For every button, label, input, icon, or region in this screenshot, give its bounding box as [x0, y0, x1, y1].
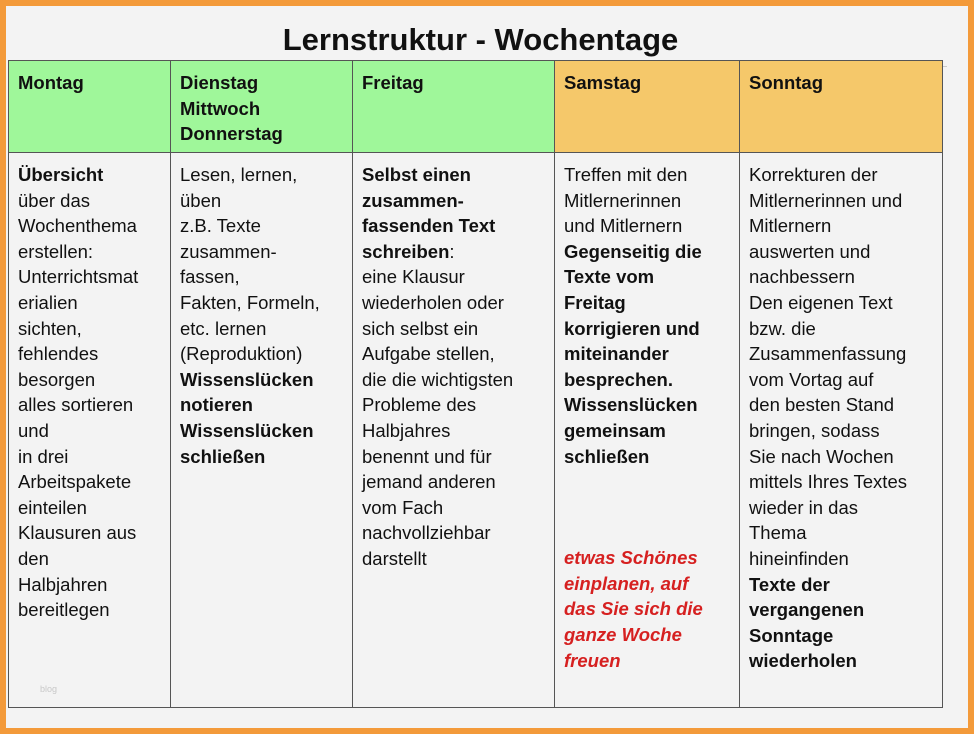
- text-line: bringen, sodass: [749, 419, 880, 441]
- header-samstag-label: Samstag: [564, 72, 642, 93]
- header-samstag: [555, 61, 740, 153]
- cell-samstag: [555, 153, 740, 708]
- text-line: nachbessern: [749, 266, 855, 288]
- text-line: bereitlegen: [18, 599, 110, 621]
- text-line: Halbjahren: [18, 573, 108, 595]
- text-line: Freitag: [564, 291, 626, 313]
- header-row: [9, 61, 943, 153]
- text-line: Halbjahres: [362, 419, 451, 441]
- text-line: Korrekturen der: [749, 164, 878, 185]
- text-line: Fakten, Formeln,: [180, 291, 320, 313]
- header-sonntag: [740, 61, 943, 153]
- text-line: z.B. Texte: [180, 215, 261, 237]
- header-mittwoch-label: Mittwoch: [180, 97, 261, 119]
- text-line: Gegenseitig die: [564, 240, 702, 262]
- text-line: mittels Ihres Textes: [749, 471, 907, 493]
- text-line: die die wichtigsten: [362, 368, 514, 390]
- text-line: Wissenslücken: [180, 419, 314, 441]
- text-line: Sonntage: [749, 624, 834, 646]
- text-line: den besten Stand: [749, 394, 895, 416]
- text-line: Probleme des: [362, 394, 477, 416]
- text-line: fassenden Text: [362, 215, 496, 237]
- text-line: schließen: [564, 445, 650, 467]
- cell-freitag: [353, 153, 555, 708]
- text-line: vom Vortag auf: [749, 368, 874, 390]
- cell-sonntag: [740, 153, 943, 708]
- samstag-bold-text: [564, 239, 730, 469]
- text-line: hineinfinden: [749, 547, 849, 569]
- samstag-red-text: [564, 545, 730, 673]
- text-line: Den eigenen Text: [749, 291, 893, 313]
- text-line: einplanen, auf: [564, 572, 689, 594]
- text-line: Lesen, lernen,: [180, 164, 298, 185]
- header-donnerstag-label: Donnerstag: [180, 123, 283, 145]
- text-line: Texte der: [749, 573, 830, 595]
- text-line: erstellen:: [18, 240, 94, 262]
- text-line: jemand anderen: [362, 471, 496, 493]
- text-line: etwas Schönes: [564, 547, 698, 569]
- text-line: Unterrichtsmat: [18, 266, 139, 288]
- text-line: Texte vom: [564, 266, 655, 288]
- text-line: zusammen-: [180, 240, 277, 262]
- text-line: nachvollziehbar: [362, 522, 491, 544]
- header-montag-label: Montag: [18, 72, 84, 93]
- freitag-colon: :: [449, 240, 455, 262]
- text-line: vergangenen: [749, 599, 865, 621]
- text-line: fehlendes: [18, 343, 99, 365]
- text-line: über das: [18, 189, 90, 211]
- page-title: Lernstruktur - Wochentage: [14, 14, 947, 67]
- header-montag: [9, 61, 171, 153]
- watermark-text: blog: [40, 684, 58, 694]
- samstag-text: [564, 162, 730, 239]
- text-line: miteinander: [564, 343, 669, 365]
- freitag-bold-text: [362, 162, 545, 239]
- text-line: Thema: [749, 522, 807, 544]
- text-line: bzw. die: [749, 317, 816, 339]
- cell-montag: [9, 153, 171, 708]
- text-line: das Sie sich die: [564, 598, 703, 620]
- text-line: und: [18, 419, 49, 441]
- text-line: auswerten und: [749, 240, 871, 262]
- text-line: (Reproduktion): [180, 343, 303, 365]
- freitag-schreiben-line: [362, 239, 545, 265]
- text-line: den: [18, 547, 49, 569]
- text-line: eine Klausur: [362, 266, 465, 288]
- text-line: sich selbst ein: [362, 317, 479, 339]
- text-line: alles sortieren: [18, 394, 134, 416]
- dienstag-text: [180, 162, 343, 367]
- text-line: Selbst einen: [362, 164, 471, 185]
- text-line: üben: [180, 189, 222, 211]
- freitag-text: [362, 264, 545, 571]
- text-line: Wissenslücken: [564, 394, 698, 416]
- text-line: zusammen-: [362, 189, 464, 211]
- text-line: besorgen: [18, 368, 96, 390]
- text-line: Sie nach Wochen: [749, 445, 894, 467]
- header-freitag-label: Freitag: [362, 72, 424, 93]
- text-line: Arbeitspakete: [18, 471, 132, 493]
- text-line: wiederholen: [749, 650, 857, 672]
- text-line: Wissenslücken: [180, 368, 314, 390]
- text-line: erialien: [18, 291, 78, 313]
- text-line: vom Fach: [362, 496, 444, 518]
- samstag-spacer: [564, 469, 730, 545]
- text-line: einteilen: [18, 496, 87, 518]
- sonntag-bold-text: [749, 572, 933, 674]
- schedule-table: [8, 60, 943, 708]
- text-line: wiederholen oder: [362, 291, 504, 313]
- header-sonntag-label: Sonntag: [749, 72, 823, 93]
- header-dienstag-mittwoch-donnerstag: [171, 61, 353, 153]
- header-freitag: [353, 61, 555, 153]
- text-line: gemeinsam: [564, 419, 666, 441]
- header-dienstag-label: Dienstag: [180, 72, 259, 93]
- text-line: Mitlernerinnen: [564, 189, 682, 211]
- text-line: sichten,: [18, 317, 82, 339]
- dienstag-bold-text: [180, 367, 343, 469]
- text-line: Mitlernern: [749, 215, 832, 237]
- montag-text: [18, 188, 161, 623]
- text-line: etc. lernen: [180, 317, 267, 339]
- text-line: notieren: [180, 394, 253, 416]
- freitag-schreiben: schreiben: [362, 240, 450, 262]
- montag-heading: Übersicht: [18, 164, 104, 185]
- text-line: fassen,: [180, 266, 240, 288]
- text-line: Mitlernerinnen und: [749, 189, 903, 211]
- text-line: Klausuren aus: [18, 522, 137, 544]
- content-row: [9, 153, 943, 708]
- text-line: und Mitlernern: [564, 215, 683, 237]
- text-line: schließen: [180, 445, 266, 467]
- text-line: Zusammenfassung: [749, 343, 907, 365]
- text-line: besprechen.: [564, 368, 673, 390]
- text-line: Treffen mit den: [564, 164, 688, 185]
- text-line: Aufgabe stellen,: [362, 343, 495, 365]
- sonntag-text: [749, 162, 933, 572]
- text-line: darstellt: [362, 547, 427, 569]
- text-line: freuen: [564, 649, 621, 671]
- text-line: in drei: [18, 445, 69, 467]
- cell-dienstag: [171, 153, 353, 708]
- text-line: ganze Woche: [564, 623, 682, 645]
- text-line: Wochenthema: [18, 215, 137, 237]
- text-line: korrigieren und: [564, 317, 700, 339]
- text-line: wieder in das: [749, 496, 859, 518]
- text-line: benennt und für: [362, 445, 492, 467]
